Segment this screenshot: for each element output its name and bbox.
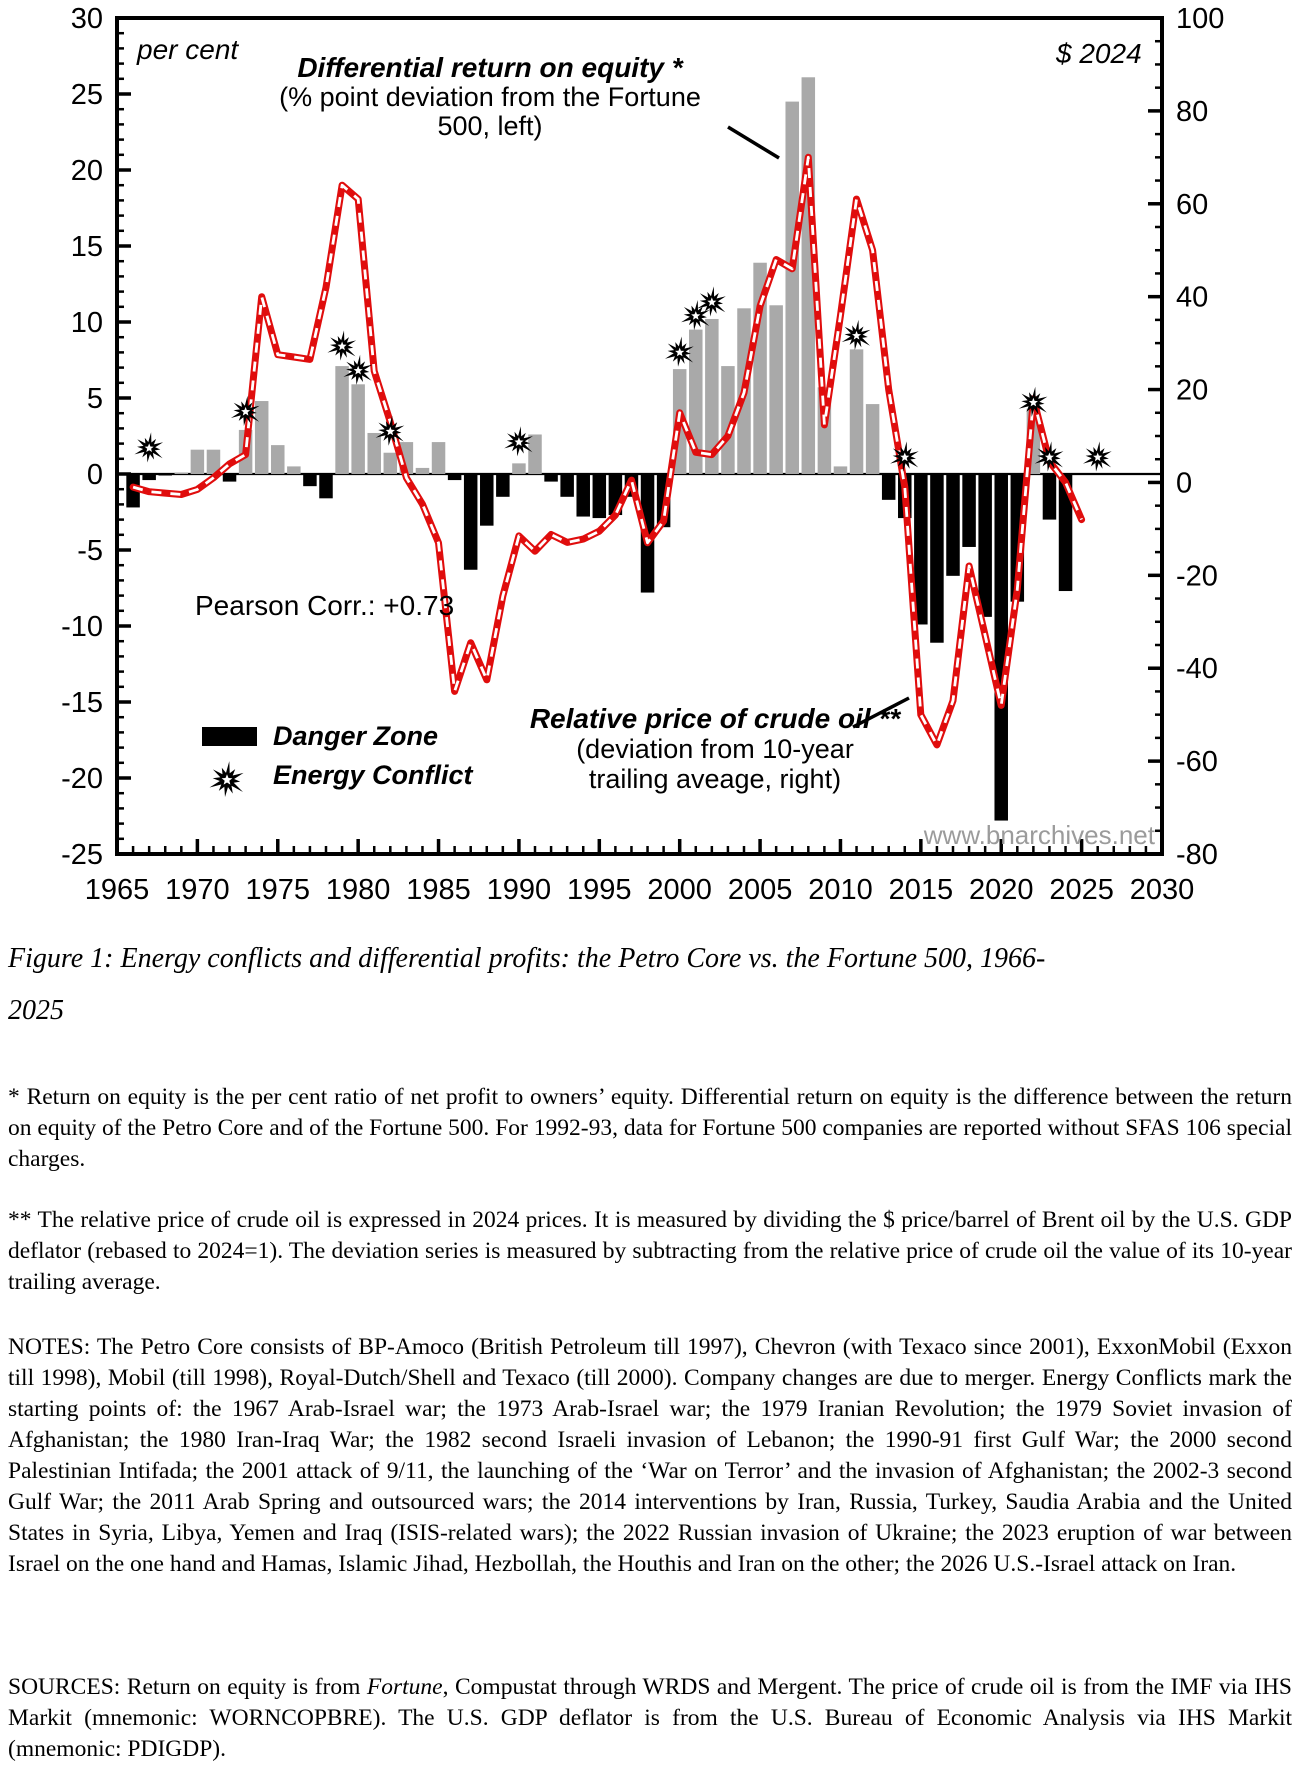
- watermark: www.bnarchives.net: [923, 820, 1155, 850]
- pearson-correlation-label: Pearson Corr.: +0.73: [195, 590, 455, 621]
- right-tick-label: -40: [1176, 653, 1218, 686]
- left-tick-label: 20: [70, 155, 103, 187]
- left-axis-unit-label: per cent: [137, 34, 239, 65]
- oil-annotation-sub1: (deviation from 10-year: [576, 734, 854, 764]
- bar-1987: [464, 474, 478, 570]
- right-tick-label: 100: [1176, 3, 1225, 35]
- bar-1968: [158, 474, 172, 476]
- bar-2013: [882, 474, 896, 500]
- roe-pointer-line: [728, 127, 779, 158]
- bar-1975: [271, 445, 285, 474]
- left-tick-label: -5: [77, 535, 103, 567]
- right-tick-label: 0: [1176, 467, 1193, 500]
- x-tick-label: 1995: [567, 874, 632, 906]
- right-tick-label: 80: [1176, 95, 1209, 128]
- left-tick-label: -25: [61, 839, 103, 871]
- bar-1995: [593, 474, 607, 518]
- x-tick-label: 1990: [486, 874, 552, 906]
- bar-2012: [866, 404, 880, 474]
- left-tick-label: 10: [70, 307, 103, 339]
- bar-1977: [303, 474, 317, 486]
- oil-annotation-title: Relative price of crude oil **: [529, 703, 901, 734]
- bar-1981: [367, 433, 381, 474]
- bar-2007: [785, 102, 799, 474]
- bar-1984: [416, 468, 430, 474]
- right-tick-label: 60: [1176, 188, 1209, 221]
- bar-1974: [255, 401, 269, 474]
- x-tick-label: 2005: [727, 874, 793, 906]
- x-tick-label: 2015: [888, 874, 954, 906]
- bar-1989: [496, 474, 510, 497]
- right-axis-unit-label: $ 2024: [1056, 38, 1142, 69]
- bar-2023: [1043, 474, 1057, 520]
- left-tick-label: 30: [70, 3, 103, 35]
- bar-1976: [287, 466, 301, 474]
- right-tick-label: 20: [1176, 374, 1209, 407]
- energy-conflict-icon: [204, 757, 250, 803]
- x-tick-label: 1970: [165, 874, 230, 906]
- right-tick-label: -20: [1176, 560, 1218, 593]
- x-tick-label: 2025: [1049, 874, 1114, 906]
- bar-1985: [432, 442, 446, 474]
- bar-1992: [544, 474, 558, 482]
- bar-2006: [769, 305, 783, 474]
- roe-annotation: [270, 53, 710, 141]
- roe-annotation-title: Differential return on equity *: [297, 52, 683, 83]
- bar-1990: [512, 463, 526, 474]
- x-tick-label: 2000: [647, 874, 712, 906]
- bar-2018: [962, 474, 976, 547]
- notes-paragraph: NOTES: The Petro Core consists of BP-Amoco (British Petroleum till 1997), Chevron (with Texaco since 2001), ExxonMobil (Exxon till 1998), Mobil (till 1998), Royal-Dutch/Shell and Texaco (till 2000). Company changes are due to merger. Energy Conflicts mark the starting points of: the 1967 Arab-Israel war; the 1973 Arab-Israel war; the 1979 Iranian Revolution; the 1979 Soviet invasion of Afghanistan; the 1980 Iran-Iraq War; the 1982 second Israeli invasion of Lebanon; the 1990-91 first Gulf War; the 2000 second Palestinian Intifada; the 2001 attack of 9/11, the launching of the ‘War on Terror’ and the invasion of Afghanistan; the 2002-3 second Gulf War; the 2011 Arab Spring and outsourced wars; the 2014 interventions by Iran, Russia, Turkey, Saudia Arabia and the United States in Syria, Libya, Yemen and Iraq (ISIS-related wars); the 2022 Russian invasion of Ukraine; the 2023 eruption of war between Israel on the one hand and Hamas, Islamic Jihad, Hezbollah, the Houthis and Iran on the other; the 2026 U.S.-Israel attack on Iran.: [8, 1334, 1292, 1577]
- bar-1986: [448, 474, 462, 480]
- bar-1988: [480, 474, 494, 526]
- figure-caption-line2: 2025: [8, 995, 64, 1026]
- x-tick-label: 2030: [1129, 874, 1195, 906]
- sources-post: , Compustat through WRDS and Mergent. The price of crude oil is from the IMF via IHS Markit (mnemonic: WORNCOPBRE). The U.S. GDP deflator is from the U.S. Bureau of Economic Analysis via IHS Markit (mnemonic: PDIGDP).: [8, 1674, 1292, 1762]
- bar-2011: [850, 349, 864, 474]
- bar-1978: [319, 474, 333, 498]
- figure-caption: [8, 933, 1290, 1037]
- oil-annotation: [515, 703, 915, 794]
- figure-caption-line1: Figure 1: Energy conflicts and differential profits: the Petro Core vs. the Fortune 500, 1966-: [8, 943, 1046, 974]
- left-tick-label: -20: [61, 763, 103, 795]
- bar-1993: [560, 474, 574, 497]
- bar-1982: [384, 453, 398, 474]
- legend-danger-zone-label: Danger Zone: [273, 721, 439, 751]
- left-tick-label: 5: [86, 383, 103, 415]
- sources-pre: SOURCES: Return on equity is from: [8, 1674, 367, 1700]
- left-tick-label: -10: [61, 611, 103, 643]
- left-tick-label: 25: [70, 79, 103, 111]
- bar-1969: [175, 472, 189, 474]
- left-tick-label: 0: [86, 459, 103, 491]
- left-tick-label: 15: [70, 231, 103, 263]
- x-tick-label: 2020: [968, 874, 1034, 906]
- bar-1980: [351, 384, 365, 474]
- bar-1991: [528, 434, 542, 474]
- right-tick-label: -80: [1176, 839, 1218, 871]
- sources-paragraph: [8, 1672, 1292, 1765]
- bar-1970: [191, 450, 205, 474]
- x-tick-label: 2010: [808, 874, 873, 906]
- bar-1979: [335, 366, 349, 474]
- right-tick-label: 40: [1176, 281, 1209, 314]
- oil-annotation-sub2: trailing aveage, right): [588, 764, 842, 794]
- bar-1967: [142, 474, 156, 480]
- x-tick-label: 1975: [245, 874, 311, 906]
- footnote-star: * Return on equity is the per cent ratio of net profit to owners’ equity. Differential return on equity is the difference between the return on equity of the Petro Core and of the Fortune 500. For 1992-93, data for Fortune 500 companies are reported without SFAS 106 special charges.: [8, 1084, 1292, 1172]
- right-tick-label: -60: [1176, 746, 1218, 779]
- bar-1994: [576, 474, 590, 517]
- footnote-double-star: ** The relative price of crude oil is expressed in 2024 prices. It is measured by dividing the $ price/barrel of Brent oil by the U.S. GDP deflator (rebased to 2024=1). The deviation series is measured by subtracting from the relative price of crude oil the value of its 10-year trailing average.: [8, 1207, 1292, 1295]
- bar-2019: [978, 474, 992, 617]
- left-tick-label: -15: [61, 687, 103, 719]
- legend-energy-conflict-label: Energy Conflict: [273, 760, 473, 790]
- roe-annotation-subtitle: (% point deviation from the Fortune 500, left): [279, 82, 701, 141]
- x-tick-label: 1980: [325, 874, 391, 906]
- x-tick-label: 1965: [84, 874, 150, 906]
- danger-zone-swatch: [202, 727, 257, 746]
- x-tick-label: 1985: [406, 874, 471, 906]
- sources-fortune: Fortune: [366, 1674, 443, 1700]
- bar-2010: [834, 466, 848, 474]
- bar-2017: [946, 474, 960, 576]
- bar-2016: [930, 474, 944, 643]
- bar-1972: [223, 474, 237, 482]
